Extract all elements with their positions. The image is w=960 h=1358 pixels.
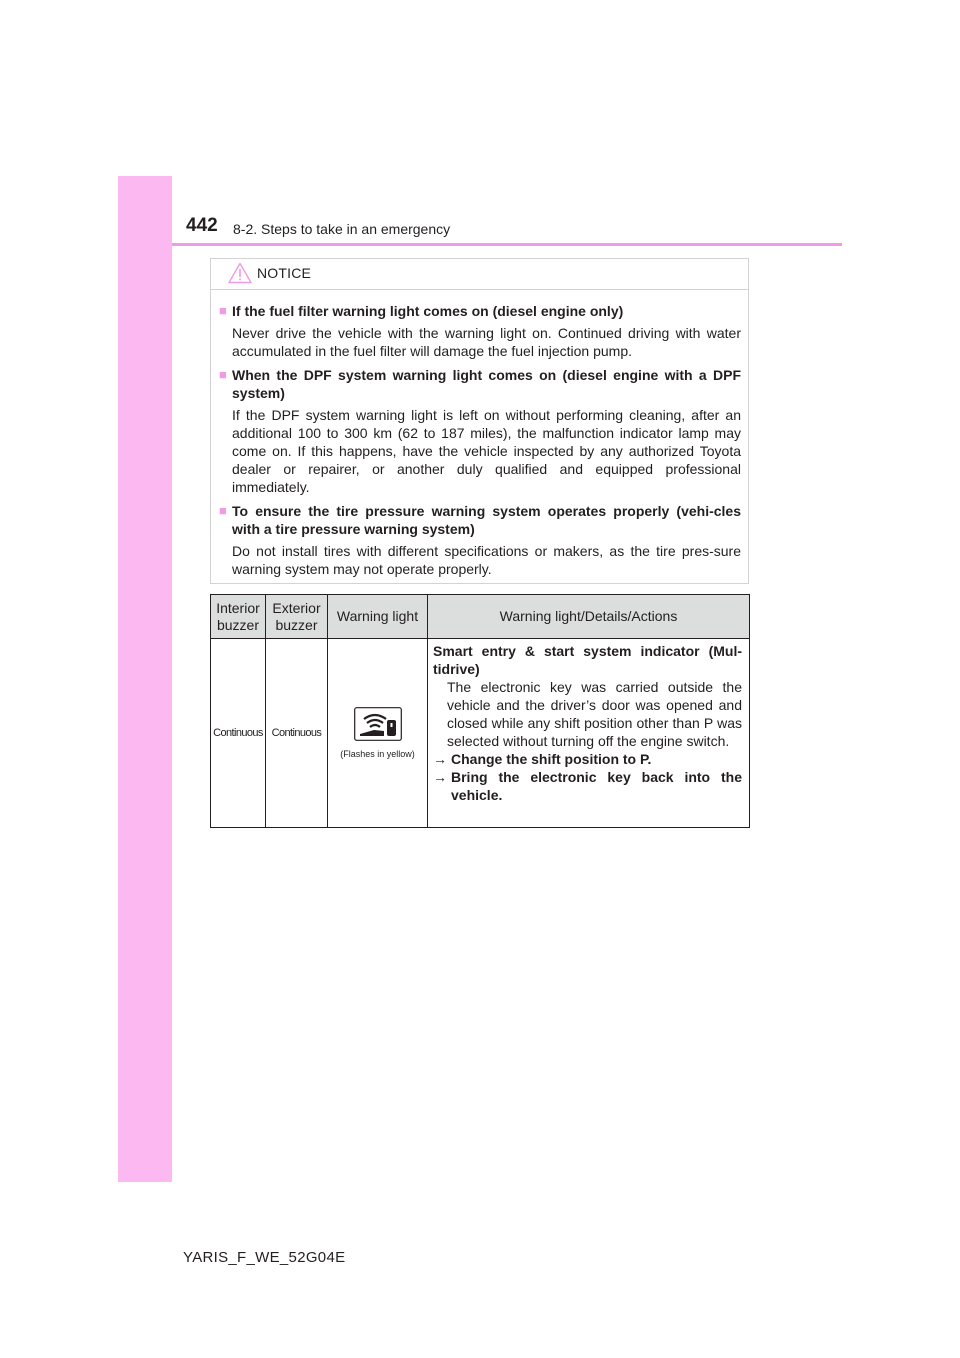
page-number: 442: [186, 215, 218, 236]
bullet-square-icon: ■: [219, 503, 227, 518]
action-item: → Bring the electronic key back into the vehicle.: [433, 769, 742, 803]
header-interior-buzzer: Interior buzzer: [211, 595, 266, 639]
header-rule: [172, 243, 842, 246]
notice-item-text: Never drive the vehicle with the warning light on. Continued driving with water accumulated in the fuel filter will damage the fuel injection pump.: [232, 325, 741, 359]
notice-item-text: Do not install tires with different specifications or makers, as the tire pres-sure warning system may not operate properly.: [232, 543, 741, 577]
notice-item-heading: ■ When the DPF system warning light comes on (diesel engine with a DPF system): [219, 367, 741, 401]
notice-item-text: If the DPF system warning light is left on without performing cleaning, after an additional 100 to 300 km (62 to 187 miles), the malfunction indicator lamp may come on. If this happens, have the vehicle inspected by any authorized Toyota dealer or repairer, or another duly qualified and equipped professional immediately.: [232, 407, 741, 495]
table-header-row: [211, 595, 750, 639]
footer-code: YARIS_F_WE_52G04E: [183, 1249, 346, 1266]
bullet-square-icon: ■: [219, 303, 227, 318]
header-warning-light: Warning light: [328, 595, 428, 639]
arrow-icon: →: [433, 751, 447, 767]
action-item: → Change the shift position to P.: [433, 751, 652, 767]
header-details: Warning light/Details/Actions: [428, 595, 750, 639]
warning-light-table: [210, 594, 750, 828]
warning-triangle-icon: [228, 262, 252, 289]
notice-item-heading: ■ To ensure the tire pressure warning system operates properly (vehi-cles with a tire pressure warning system): [219, 503, 741, 537]
exterior-buzzer-cell: Continuous: [266, 639, 328, 828]
interior-buzzer-cell: Continuous: [211, 639, 266, 828]
notice-body: [211, 290, 748, 578]
smart-key-indicator-icon: [354, 707, 402, 746]
notice-header: [211, 259, 748, 290]
details-cell: [428, 639, 750, 828]
bullet-square-icon: ■: [219, 367, 227, 382]
table-row: [211, 639, 750, 828]
flash-note: (Flashes in yellow): [340, 749, 415, 759]
indicator-description: The electronic key was carried outside the vehicle and the driver’s door was opened and closed while any shift position other than P was selected without turning off the engine switch.: [447, 679, 742, 749]
section-title: 8-2. Steps to take in an emergency: [233, 221, 451, 237]
notice-box: [210, 258, 749, 584]
notice-item-heading: ■ If the fuel filter warning light comes on (diesel engine only): [219, 303, 624, 319]
header-exterior-buzzer: Exterior buzzer: [266, 595, 328, 639]
notice-title: NOTICE: [257, 265, 312, 281]
indicator-title: Smart entry & start system indicator (Mul-tidrive): [433, 643, 742, 677]
warning-light-cell: [328, 639, 428, 828]
arrow-icon: →: [433, 769, 447, 785]
side-band: [118, 176, 172, 1182]
